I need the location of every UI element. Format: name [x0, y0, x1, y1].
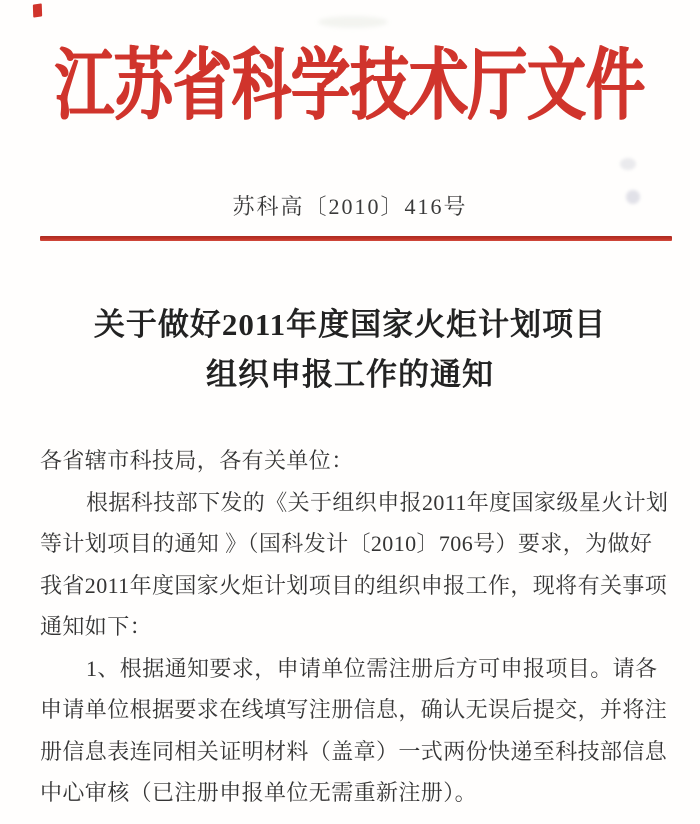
- body-line: 根据科技部下发的《关于组织申报2011年度国家级星火计划: [86, 489, 669, 515]
- document-body: [40, 440, 672, 814]
- scan-artifact: [620, 158, 636, 170]
- document-title-line-2: 组织申报工作的通知: [206, 357, 494, 392]
- body-line: 中心审核（已注册申报单位无需重新注册）。: [40, 780, 478, 805]
- salutation-line: 各省辖市科技局，各有关单位：: [40, 448, 354, 473]
- document-title-line-1: 关于做好2011年度国家火炬计划项目: [93, 307, 607, 342]
- body-line-item-1: 1、根据通知要求，申请单位需注册后方可申报项目。请各: [86, 655, 658, 681]
- body-line: 册信息表连同相关证明材料（盖章）一式两份快递至科技部信息: [40, 738, 668, 764]
- document-title: [0, 300, 700, 400]
- document-number: 苏科高〔2010〕416号: [232, 194, 468, 219]
- body-line: 等计划项目的通知 》（国科发计〔2010〕706号）要求，为做好: [40, 531, 653, 556]
- body-line: 我省2011年度国家火炬计划项目的组织申报工作，现将有关事项: [40, 572, 668, 598]
- body-line: 申请单位根据要求在线填写注册信息，确认无误后提交，并将注: [40, 697, 668, 722]
- body-line: 通知如下：: [40, 614, 153, 639]
- agency-masthead: 江苏省科学技术厅文件: [54, 41, 645, 129]
- red-divider-rule: [40, 236, 672, 241]
- red-registration-tick: [33, 3, 42, 17]
